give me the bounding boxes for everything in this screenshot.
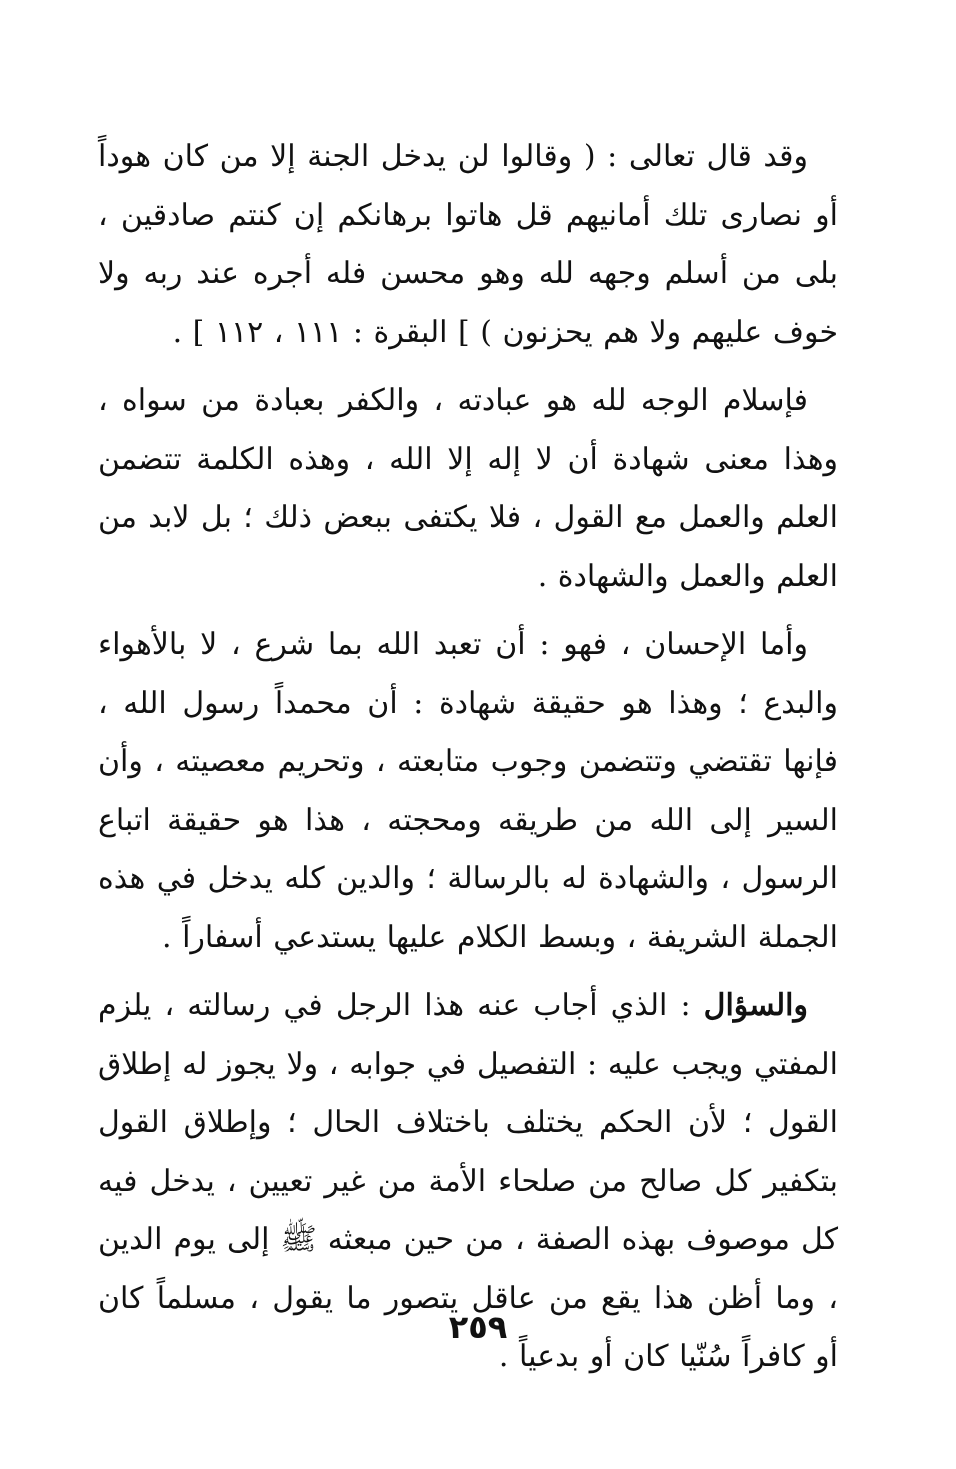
paragraph-1	[98, 128, 838, 362]
paragraph-3	[98, 616, 838, 967]
paragraph-3-text: وأما الإحسان ، فهو : أن تعبد الله بما شرع ، لا بالأهواء والبدع ؛ وهذا هو حقيقة شهادة : أن محمداً رسول الله ، فإنها تقتضي وتتضمن وجوب متابعته ، وتحريم معصيته ، وأن السير إلى الله من طريقه ومحجته ، هذا هو حقيقة اتباع الرسول ، والشهادة له بالرسالة ؛ والدين كله يدخل في هذه الجملة الشريفة ، وبسط الكلام عليها يستدعي أسفاراً .	[98, 627, 838, 955]
paragraph-4-text: : الذي أجاب عنه هذا الرجل في رسالته ، يلزم المفتي ويجب عليه : التفصيل في جوابه ، ولا يجوز له إطلاق القول ؛ لأن الحكم يختلف باختلاف الحال ؛ وإطلاق القول بتكفير كل صالح من صلحاء الأمة من غير تعيين ، يدخل فيه كل موصوف بهذه الصفة ، من حين مبعثه ﷺ إلى يوم الدين ، وما أظن هذا يقع من عاقل يتصور ما يقول ، مسلماً كان أو كافراً سُنّيا كان أو بدعياً .	[98, 988, 838, 1374]
page-number: ٢٥٩	[448, 1308, 508, 1346]
paragraph-2	[98, 372, 838, 606]
paragraph-4-lead-word: والسؤال	[703, 988, 808, 1023]
paragraph-1-text: وقد قال تعالى : ( وقالوا لن يدخل الجنة إلا من كان هوداً أو نصارى تلك أمانيهم قل هاتوا برهانكم إن كنتم صادقين ، بلى من أسلم وجهه لله وهو محسن فله أجره عند ربه ولا خوف عليهم ولا هم يحزنون ) ] البقرة : ١١١ ، ١١٢ ] .	[98, 139, 838, 350]
page-body-text	[98, 128, 838, 1397]
paragraph-2-text: فإسلام الوجه لله هو عبادته ، والكفر بعبادة من سواه ، وهذا معنى شهادة أن لا إله إلا الله ، وهذه الكلمة تتضمن العلم والعمل مع القول ، فلا يكتفى ببعض ذلك ؛ بل لابد من العلم والعمل والشهادة .	[98, 383, 838, 594]
